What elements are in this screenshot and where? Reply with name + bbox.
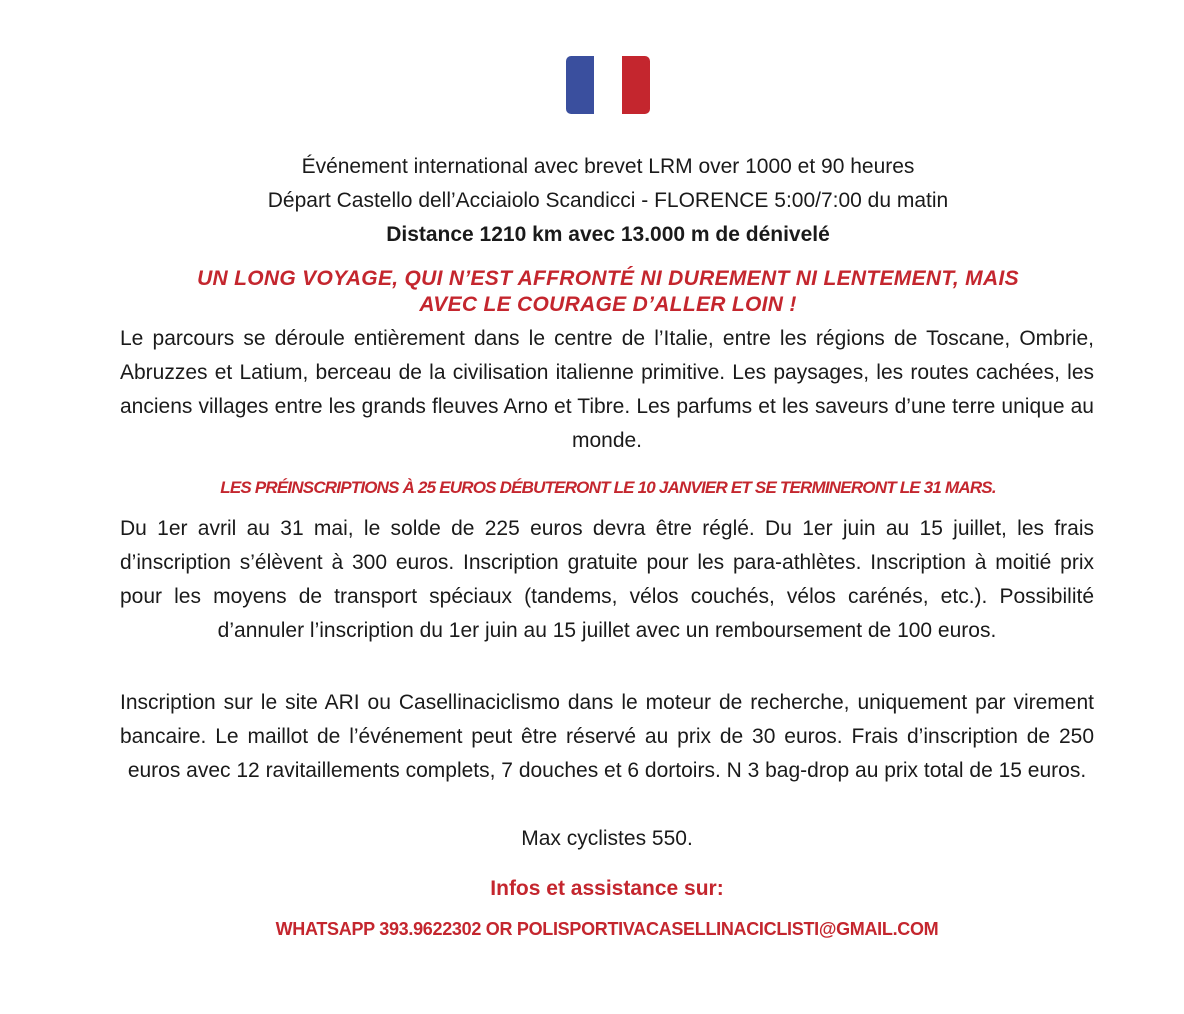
france-flag-icon	[566, 56, 650, 114]
flag-stripe-red	[622, 56, 650, 114]
flag-stripe-blue	[566, 56, 594, 114]
event-slogan	[112, 266, 1104, 318]
registration-paragraph: Inscription sur le site ARI ou Casellinaciclismo dans le moteur de recherche, uniquement par virement bancaire. Le maillot de l’événement peut être réservé au prix de 30 euros. Frais d’inscription de 250 euros avec 12 ravitaillements complets, 7 douches et 6 dortoirs. N 3 bag-drop au prix total de 15 euros.	[120, 691, 1094, 782]
slogan-line-1: UN LONG VOYAGE, QUI N’EST AFFRONTÉ NI DUREMENT NI LENTEMENT, MAIS	[197, 267, 1019, 290]
slogan-line-2: AVEC LE COURAGE D’ALLER LOIN !	[419, 293, 797, 316]
event-brevet-line: Événement international avec brevet LRM over 1000 et 90 heures	[301, 155, 915, 178]
preregistration-notice: LES PRÉINSCRIPTIONS À 25 EUROS DÉBUTERONT LE 10 JANVIER ET SE TERMINERONT LE 31 MARS.	[220, 478, 996, 497]
event-distance-line: Distance 1210 km avec 13.000 m de dénivelé	[386, 223, 830, 246]
event-intro	[92, 150, 1124, 252]
flag-stripe-white	[594, 56, 622, 114]
fees-paragraph: Du 1er avril au 31 mai, le solde de 225 euros devra être réglé. Du 1er juin au 15 juillet, les frais d’inscription s’élèvent à 300 euros. Inscription gratuite pour les para-athlètes. Inscription à moitié prix pour les moyens de transport spéciaux (tandems, vélos couchés, vélos carénés, etc.). Possibilité d’annuler l’inscription du 1er juin au 15 juillet avec un remboursement de 100 euros.	[120, 517, 1094, 642]
contact-line: WHATSAPP 393.9622302 OR POLISPORTIVACASELLINACICLISTI@GMAIL.COM	[275, 919, 939, 939]
info-title: Infos et assistance sur:	[490, 877, 724, 900]
event-start-line: Départ Castello dell’Acciaiolo Scandicci - FLORENCE 5:00/7:00 du matin	[267, 189, 949, 212]
route-description: Le parcours se déroule entièrement dans le centre de l’Italie, entre les régions de Toscane, Ombrie, Abruzzes et Latium, berceau de la civilisation italienne primitive. Les paysages, les routes cachées, les anciens villages entre les grands fleuves Arno et Tibre. Les parfums et les saveurs d’une terre unique au monde.	[120, 327, 1094, 452]
max-riders: Max cyclistes 550.	[521, 827, 693, 850]
